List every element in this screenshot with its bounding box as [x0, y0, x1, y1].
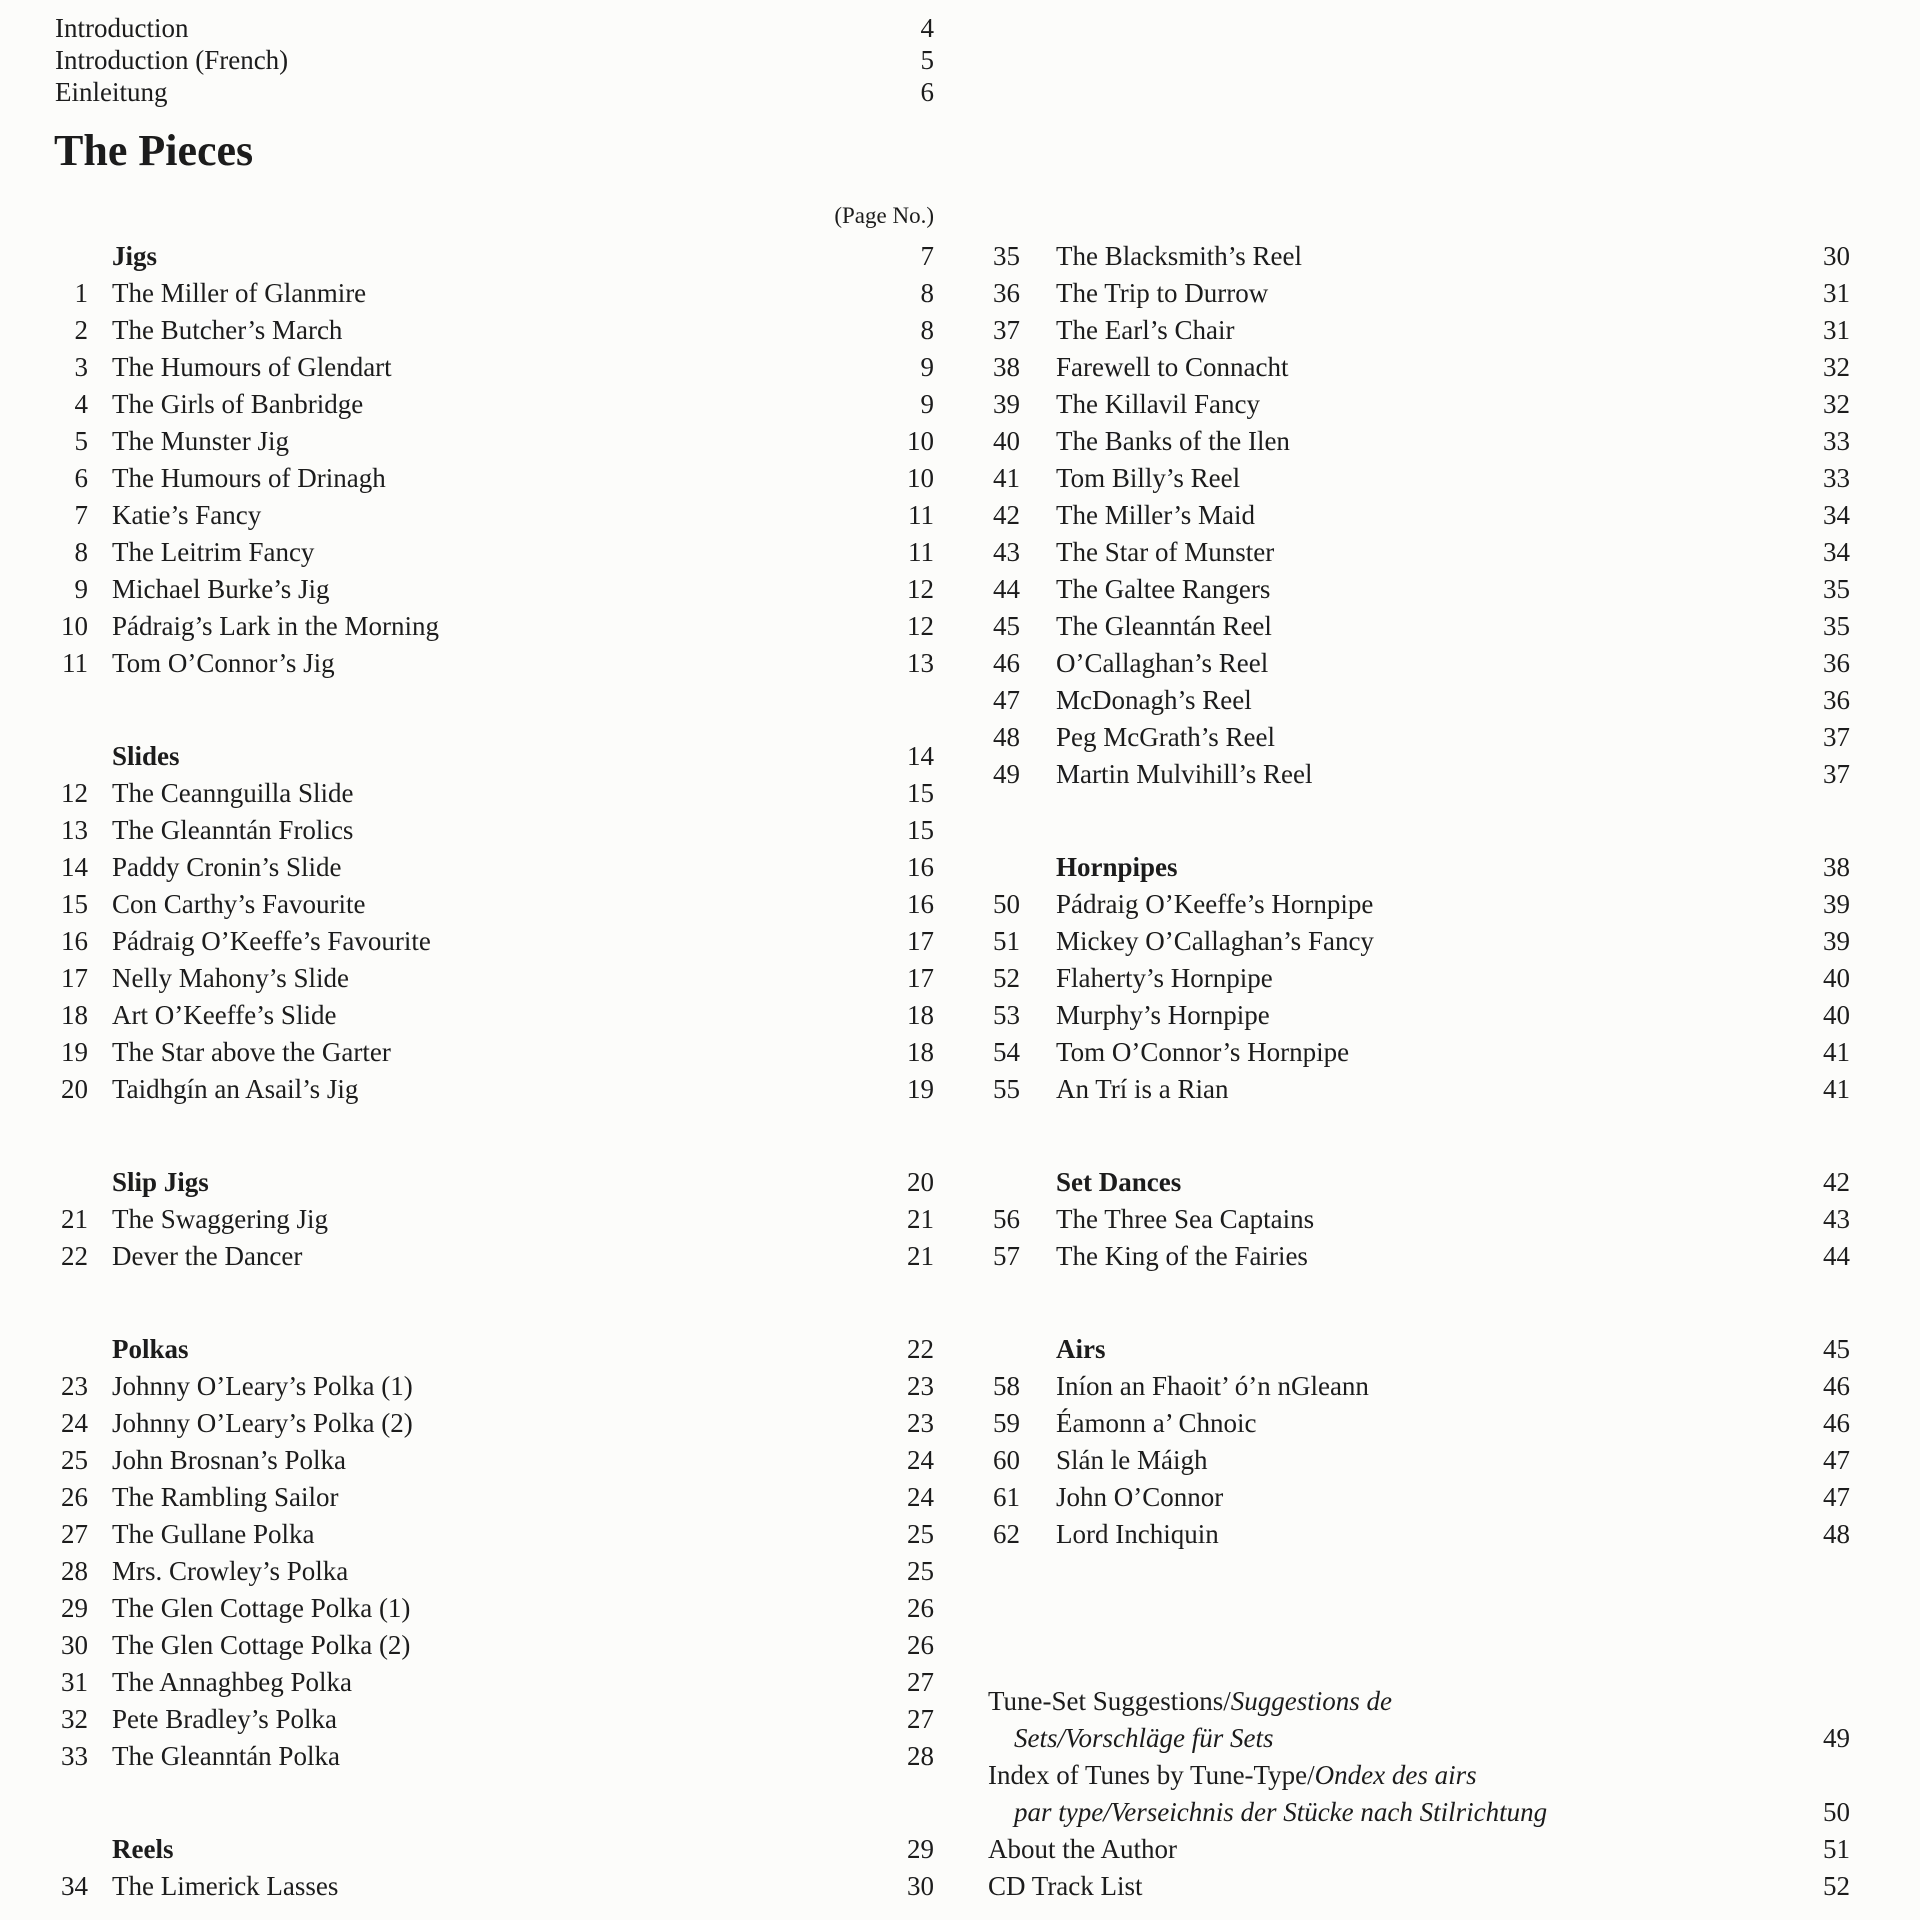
page-number: 16 — [907, 889, 934, 919]
tune-number: 50 — [993, 889, 1020, 919]
tune-title: The Star above the Garter — [112, 1037, 391, 1067]
page-number: 35 — [1823, 574, 1850, 604]
tune-number: 41 — [993, 463, 1020, 493]
tune-number: 43 — [993, 537, 1020, 567]
toc-entry — [0, 1629, 1920, 1666]
section-heading: Slip Jigs — [112, 1167, 209, 1197]
tune-number: 38 — [993, 352, 1020, 382]
tune-number: 54 — [993, 1037, 1020, 1067]
footer-entry — [0, 1685, 1920, 1722]
tune-number: 42 — [993, 500, 1020, 530]
section-heading: Jigs — [112, 241, 158, 271]
page-number: 27 — [907, 1704, 934, 1734]
toc-entry — [0, 1370, 1920, 1407]
toc-entry — [0, 351, 1920, 388]
page-number: 43 — [1823, 1204, 1850, 1234]
toc-entry — [0, 277, 1920, 314]
tune-number: 58 — [993, 1371, 1020, 1401]
tune-number: 59 — [993, 1408, 1020, 1438]
tune-number: 53 — [993, 1000, 1020, 1030]
tune-title: The Leitrim Fancy — [112, 537, 315, 567]
tune-title: The Gleanntán Frolics — [112, 815, 354, 845]
tune-number: 15 — [61, 889, 88, 919]
page-number: 6 — [920, 77, 934, 107]
page-number: 27 — [907, 1667, 934, 1697]
tune-title: Mrs. Crowley’s Polka — [112, 1556, 349, 1586]
tune-title: The Trip to Durrow — [1056, 278, 1269, 308]
page-number: 30 — [907, 1871, 934, 1901]
footer-text-italic: Ondex des airs — [1314, 1760, 1477, 1790]
tune-number: 36 — [993, 278, 1020, 308]
page-number: 38 — [1823, 852, 1850, 882]
tune-title: The Ceannguilla Slide — [112, 778, 354, 808]
section-heading: Set Dances — [1056, 1167, 1182, 1197]
footer-text — [988, 1870, 1708, 1903]
tune-number: 12 — [61, 778, 88, 808]
footer-text-roman: Tune-Set Suggestions/ — [988, 1686, 1231, 1716]
tune-title: The Butcher’s March — [112, 315, 343, 345]
page-number: 26 — [907, 1593, 934, 1623]
tune-title: The Humours of Glendart — [112, 352, 392, 382]
page-number: 18 — [907, 1000, 934, 1030]
page-number: 30 — [1823, 241, 1850, 271]
section-heading: Hornpipes — [1056, 852, 1178, 882]
toc-entry — [0, 462, 1920, 499]
tune-title: Michael Burke’s Jig — [112, 574, 330, 604]
page-number: 48 — [1823, 1519, 1850, 1549]
tune-title: Murphy’s Hornpipe — [1056, 1000, 1270, 1030]
page-no-label: (Page No.) — [834, 203, 934, 228]
tune-title: Tom O’Connor’s Jig — [112, 648, 335, 678]
frontmatter-label: Introduction — [55, 13, 189, 43]
footer-entry — [0, 1722, 1920, 1759]
tune-number: 11 — [62, 648, 88, 678]
tune-number: 47 — [993, 685, 1020, 715]
toc-entry — [0, 925, 1920, 962]
tune-number: 25 — [61, 1445, 88, 1475]
page-number: 32 — [1823, 352, 1850, 382]
tune-number: 27 — [61, 1519, 88, 1549]
tune-number: 22 — [61, 1241, 88, 1271]
page-number: 39 — [1823, 889, 1850, 919]
footer-text-italic: Suggestions de — [1230, 1686, 1393, 1716]
tune-number: 52 — [993, 963, 1020, 993]
tune-number: 7 — [74, 500, 88, 530]
tune-number: 62 — [993, 1519, 1020, 1549]
page-number: 31 — [1823, 315, 1850, 345]
page-number: 24 — [907, 1482, 934, 1512]
tune-number: 16 — [61, 926, 88, 956]
tune-title: The Annaghbeg Polka — [112, 1667, 352, 1697]
tune-title: Paddy Cronin’s Slide — [112, 852, 342, 882]
tune-title: Katie’s Fancy — [112, 500, 262, 530]
toc-entry — [0, 758, 1920, 795]
page-number: 36 — [1823, 685, 1850, 715]
section-row — [0, 1333, 1920, 1370]
tune-title: The Miller’s Maid — [1056, 500, 1255, 530]
page-number: 34 — [1823, 500, 1850, 530]
footer-entry — [0, 1870, 1920, 1907]
toc-entry — [0, 814, 1920, 851]
tune-title: The Glen Cottage Polka (2) — [112, 1630, 411, 1660]
tune-number: 29 — [61, 1593, 88, 1623]
tune-title: The Swaggering Jig — [112, 1204, 328, 1234]
page-number: 12 — [907, 574, 934, 604]
page-number: 8 — [920, 315, 934, 345]
page-number: 34 — [1823, 537, 1850, 567]
toc-entry — [0, 573, 1920, 610]
page-number: 46 — [1823, 1371, 1850, 1401]
toc-entry — [0, 499, 1920, 536]
section-heading: Airs — [1056, 1334, 1106, 1364]
page-number: 46 — [1823, 1408, 1850, 1438]
page-number: 33 — [1823, 463, 1850, 493]
tune-title: The Girls of Banbridge — [112, 389, 364, 419]
tune-number: 26 — [61, 1482, 88, 1512]
tune-number: 18 — [61, 1000, 88, 1030]
toc-entry — [0, 999, 1920, 1036]
section-row — [0, 851, 1920, 888]
tune-title: Con Carthy’s Favourite — [112, 889, 366, 919]
tune-number: 9 — [74, 574, 88, 604]
page-number: 17 — [907, 963, 934, 993]
page-number: 12 — [907, 611, 934, 641]
page-number: 40 — [1823, 963, 1850, 993]
page-number: 10 — [907, 426, 934, 456]
tune-number: 10 — [61, 611, 88, 641]
tune-number: 45 — [993, 611, 1020, 641]
tune-title: The Humours of Drinagh — [112, 463, 386, 493]
footer-text-roman: CD Track List — [988, 1871, 1143, 1901]
page-number: 8 — [920, 278, 934, 308]
tune-title: Pádraig O’Keeffe’s Favourite — [112, 926, 431, 956]
tune-number: 37 — [993, 315, 1020, 345]
tune-number: 34 — [61, 1871, 88, 1901]
page-number: 20 — [907, 1167, 934, 1197]
footer-text — [988, 1685, 1708, 1718]
tune-title: Taidhgín an Asail’s Jig — [112, 1074, 359, 1104]
tune-title: Art O’Keeffe’s Slide — [112, 1000, 337, 1030]
tune-title: The Rambling Sailor — [112, 1482, 339, 1512]
tune-title: Mickey O’Callaghan’s Fancy — [1056, 926, 1374, 956]
page-number: 37 — [1823, 759, 1850, 789]
page-number: 51 — [1823, 1834, 1850, 1864]
tune-title: The Gullane Polka — [112, 1519, 315, 1549]
toc-entry — [0, 425, 1920, 462]
page-number: 50 — [1823, 1797, 1850, 1827]
page-number: 25 — [907, 1556, 934, 1586]
tune-title: The Galtee Rangers — [1056, 574, 1271, 604]
tune-title: John O’Connor — [1056, 1482, 1224, 1512]
toc-entry — [0, 1444, 1920, 1481]
tune-number: 24 — [61, 1408, 88, 1438]
toc-entry — [0, 962, 1920, 999]
footer-text — [1014, 1796, 1734, 1829]
page-number: 41 — [1823, 1074, 1850, 1104]
page-number: 13 — [907, 648, 934, 678]
toc-entry — [0, 536, 1920, 573]
tune-title: An Trí is a Rian — [1056, 1074, 1229, 1104]
frontmatter-row — [0, 76, 1920, 113]
tune-title: Tom Billy’s Reel — [1056, 463, 1241, 493]
toc-entry — [0, 1407, 1920, 1444]
tune-number: 32 — [61, 1704, 88, 1734]
tune-title: Slán le Máigh — [1056, 1445, 1208, 1475]
tune-title: The Earl’s Chair — [1056, 315, 1235, 345]
tune-title: The Blacksmith’s Reel — [1056, 241, 1302, 271]
tune-number: 49 — [993, 759, 1020, 789]
page-number: 9 — [920, 352, 934, 382]
toc-entry — [0, 1592, 1920, 1629]
page-number: 23 — [907, 1371, 934, 1401]
toc-entry — [0, 1481, 1920, 1518]
tune-title: Pádraig O’Keeffe’s Hornpipe — [1056, 889, 1374, 919]
tune-number: 28 — [61, 1556, 88, 1586]
page-number: 47 — [1823, 1482, 1850, 1512]
tune-title: The Munster Jig — [112, 426, 289, 456]
tune-number: 39 — [993, 389, 1020, 419]
toc-entry — [0, 721, 1920, 758]
footer-text — [988, 1833, 1708, 1866]
toc-entry — [0, 610, 1920, 647]
page-number: 41 — [1823, 1037, 1850, 1067]
tune-title: The Gleanntán Polka — [112, 1741, 340, 1771]
page-number: 49 — [1823, 1723, 1850, 1753]
section-heading: Reels — [112, 1834, 174, 1864]
page-number: 11 — [908, 537, 934, 567]
page-number: 26 — [907, 1630, 934, 1660]
tune-number: 55 — [993, 1074, 1020, 1104]
tune-title: The Gleanntán Reel — [1056, 611, 1272, 641]
tune-title: Flaherty’s Hornpipe — [1056, 963, 1273, 993]
page-number: 14 — [907, 741, 934, 771]
tune-number: 20 — [61, 1074, 88, 1104]
tune-title: The Glen Cottage Polka (1) — [112, 1593, 411, 1623]
page-number: 29 — [907, 1834, 934, 1864]
tune-title: Dever the Dancer — [112, 1241, 303, 1271]
tune-number: 56 — [993, 1204, 1020, 1234]
tune-number: 60 — [993, 1445, 1020, 1475]
page-title: The Pieces — [54, 126, 254, 175]
page-number: 21 — [907, 1204, 934, 1234]
tune-number: 6 — [74, 463, 88, 493]
page-number: 24 — [907, 1445, 934, 1475]
page-number: 21 — [907, 1241, 934, 1271]
tune-number: 57 — [993, 1241, 1020, 1271]
tune-number: 21 — [61, 1204, 88, 1234]
toc-entry — [0, 240, 1920, 277]
tune-number: 33 — [61, 1741, 88, 1771]
page-number: 31 — [1823, 278, 1850, 308]
page-number: 15 — [907, 778, 934, 808]
section-row — [0, 1166, 1920, 1203]
section-heading: Slides — [112, 741, 180, 771]
footer-text — [988, 1759, 1708, 1792]
tune-number: 40 — [993, 426, 1020, 456]
tune-title: Johnny O’Leary’s Polka (1) — [112, 1371, 413, 1401]
page-number: 35 — [1823, 611, 1850, 641]
tune-title: Martin Mulvihill’s Reel — [1056, 759, 1313, 789]
page-number: 42 — [1823, 1167, 1850, 1197]
tune-title: The Star of Munster — [1056, 537, 1275, 567]
page-number: 25 — [907, 1519, 934, 1549]
page-number: 45 — [1823, 1334, 1850, 1364]
footer-text-italic: par type/Verseichnis der Stücke nach Stilrichtung — [1014, 1797, 1548, 1827]
page-number: 52 — [1823, 1871, 1850, 1901]
page-number: 36 — [1823, 648, 1850, 678]
tune-number: 14 — [61, 852, 88, 882]
tune-title: Farewell to Connacht — [1056, 352, 1289, 382]
footer-entry — [0, 1796, 1920, 1833]
tune-title: Tom O’Connor’s Hornpipe — [1056, 1037, 1350, 1067]
tune-number: 8 — [74, 537, 88, 567]
toc-entry — [0, 684, 1920, 721]
frontmatter-label: Einleitung — [55, 77, 168, 107]
tune-number: 31 — [61, 1667, 88, 1697]
toc-entry — [0, 1240, 1920, 1277]
page-number: 5 — [920, 45, 934, 75]
toc-entry — [0, 1073, 1920, 1110]
page-number: 17 — [907, 926, 934, 956]
toc-entry — [0, 1518, 1920, 1555]
page-number: 9 — [920, 389, 934, 419]
tune-title: O’Callaghan’s Reel — [1056, 648, 1269, 678]
page-number: 10 — [907, 463, 934, 493]
page-number: 22 — [907, 1334, 934, 1364]
tune-number: 1 — [74, 278, 88, 308]
toc-entry — [0, 647, 1920, 684]
tune-title: Peg McGrath’s Reel — [1056, 722, 1275, 752]
tune-title: The Three Sea Captains — [1056, 1204, 1315, 1234]
footer-text-italic: Sets/Vorschläge für Sets — [1014, 1723, 1274, 1753]
page-number: 33 — [1823, 426, 1850, 456]
tune-number: 3 — [74, 352, 88, 382]
tune-title: The King of the Fairies — [1056, 1241, 1308, 1271]
tune-title: The Killavil Fancy — [1056, 389, 1260, 419]
page-number: 19 — [907, 1074, 934, 1104]
page-number: 39 — [1823, 926, 1850, 956]
tune-number: 61 — [993, 1482, 1020, 1512]
page-number: 15 — [907, 815, 934, 845]
tune-title: Éamonn a’ Chnoic — [1056, 1408, 1257, 1438]
tune-title: Lord Inchiquin — [1056, 1519, 1219, 1549]
tune-number: 13 — [61, 815, 88, 845]
page-number: 7 — [920, 241, 934, 271]
tune-number: 46 — [993, 648, 1020, 678]
toc-entry — [0, 388, 1920, 425]
page-number: 18 — [907, 1037, 934, 1067]
tune-number: 51 — [993, 926, 1020, 956]
toc-entry — [0, 314, 1920, 351]
footer-text — [1014, 1722, 1734, 1755]
tune-title: McDonagh’s Reel — [1056, 685, 1252, 715]
tune-number: 17 — [61, 963, 88, 993]
tune-number: 5 — [74, 426, 88, 456]
toc-entry — [0, 1203, 1920, 1240]
tune-title: Iníon an Fhaoit’ ó’n nGleann — [1056, 1371, 1369, 1401]
page-number: 37 — [1823, 722, 1850, 752]
tune-number: 30 — [61, 1630, 88, 1660]
tune-title: Pete Bradley’s Polka — [112, 1704, 337, 1734]
tune-title: John Brosnan’s Polka — [112, 1445, 347, 1475]
page-number: 11 — [908, 500, 934, 530]
page-number: 47 — [1823, 1445, 1850, 1475]
page-number: 44 — [1823, 1241, 1850, 1271]
tune-number: 4 — [74, 389, 88, 419]
page-number: 32 — [1823, 389, 1850, 419]
page-number: 4 — [920, 13, 934, 43]
section-heading: Polkas — [112, 1334, 189, 1364]
toc-entry — [0, 1555, 1920, 1592]
tune-number: 23 — [61, 1371, 88, 1401]
tune-number: 19 — [61, 1037, 88, 1067]
page-number: 40 — [1823, 1000, 1850, 1030]
page-number: 16 — [907, 852, 934, 882]
tune-number: 48 — [993, 722, 1020, 752]
tune-title: Pádraig’s Lark in the Morning — [112, 611, 439, 641]
footer-text-roman: About the Author — [988, 1834, 1177, 1864]
tune-title: Nelly Mahony’s Slide — [112, 963, 349, 993]
tune-number: 2 — [74, 315, 88, 345]
tune-title: Johnny O’Leary’s Polka (2) — [112, 1408, 413, 1438]
frontmatter-label: Introduction (French) — [55, 45, 289, 75]
tune-title: The Banks of the Ilen — [1056, 426, 1290, 456]
tune-number: 35 — [993, 241, 1020, 271]
page-number: 23 — [907, 1408, 934, 1438]
toc-entry — [0, 1036, 1920, 1073]
footer-entry — [0, 1759, 1920, 1796]
tune-number: 44 — [993, 574, 1020, 604]
footer-text-roman: Index of Tunes by Tune-Type/ — [988, 1760, 1315, 1790]
toc-entry — [0, 888, 1920, 925]
footer-entry — [0, 1833, 1920, 1870]
tune-title: The Limerick Lasses — [112, 1871, 339, 1901]
page-number: 28 — [907, 1741, 934, 1771]
tune-title: The Miller of Glanmire — [112, 278, 367, 308]
